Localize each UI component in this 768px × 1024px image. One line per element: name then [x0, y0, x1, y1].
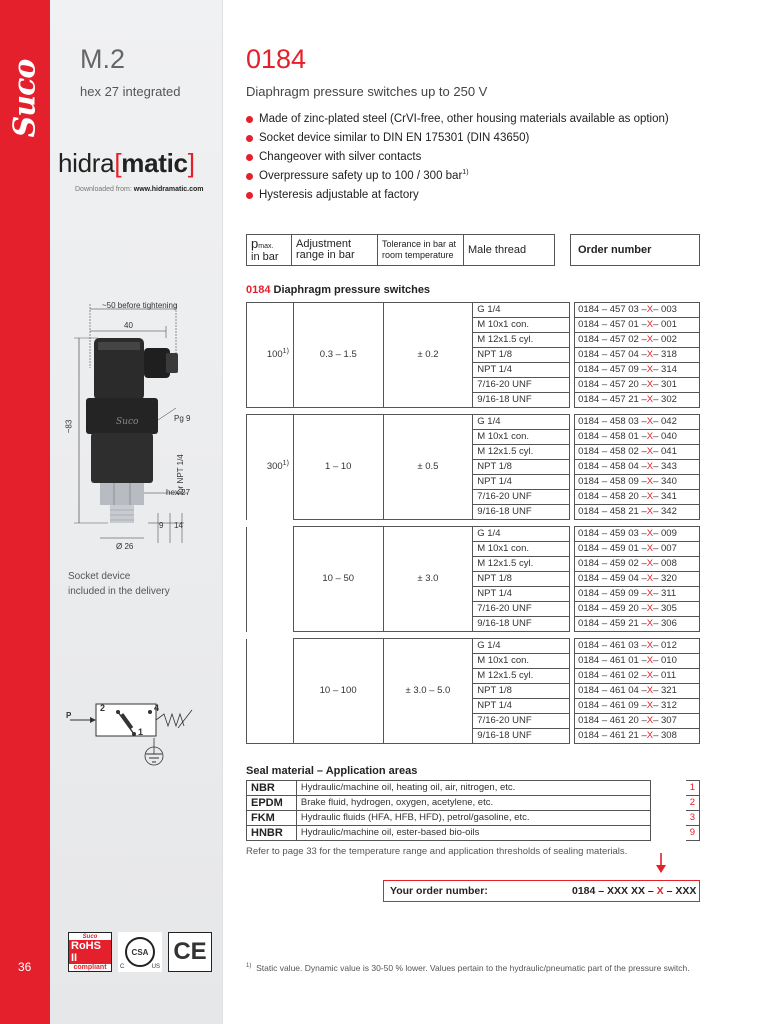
header-order-number: Order number [570, 234, 700, 266]
dim-9-label: 9 [159, 521, 164, 530]
seal-row: EPDM Brake fluid, hydrogen, oxygen, acetylene, etc. 2 [247, 796, 700, 811]
model-title: M.2 [80, 44, 126, 74]
order-number-cell: 0184 – 458 20 –X– 341 [575, 490, 700, 505]
seal-row: NBR Hydraulic/machine oil, heating oil, air, nitrogen, etc. 1 [247, 781, 700, 796]
seal-table [246, 780, 700, 841]
thread-cell: M 10x1 con. [473, 318, 570, 333]
thread-cell: 9/16-18 UNF [473, 617, 570, 632]
header-pmax: pmax. in bar [246, 234, 291, 266]
your-order-box [383, 880, 700, 902]
thread-cell: NPT 1/4 [473, 475, 570, 490]
thread-cell: M 10x1 con. [473, 654, 570, 669]
thread-cell: M 12x1.5 cyl. [473, 557, 570, 572]
order-number-cell: 0184 – 459 21 –X– 306 [575, 617, 700, 632]
suco-logo: Suco [7, 59, 43, 137]
order-number-cell: 0184 – 459 20 –X– 305 [575, 602, 700, 617]
order-number-cell: 0184 – 457 09 –X– 314 [575, 363, 700, 378]
thread-cell: NPT 1/8 [473, 460, 570, 475]
order-table-group [246, 414, 700, 520]
seal-title: Seal material – Application areas [246, 765, 418, 777]
order-number-cell: 0184 – 458 02 –X– 041 [575, 445, 700, 460]
table-row [247, 639, 700, 654]
seal-row: HNBR Hydraulic/machine oil, ester-based bio-oils 9 [247, 826, 700, 841]
table-header [246, 234, 555, 266]
thread-cell: 7/16-20 UNF [473, 378, 570, 393]
thread-cell: NPT 1/4 [473, 587, 570, 602]
thread-cell: NPT 1/8 [473, 684, 570, 699]
schematic-p: P [66, 711, 72, 720]
feature-item: Made of zinc-plated steel (CrVI-free, other housing materials available as option) [246, 110, 669, 129]
thread-cell: 9/16-18 UNF [473, 729, 570, 744]
order-number-cell: 0184 – 458 03 –X– 042 [575, 415, 700, 430]
csa-logo: CSA C US [118, 932, 162, 972]
thread-cell: M 12x1.5 cyl. [473, 669, 570, 684]
order-number-cell: 0184 – 461 21 –X– 308 [575, 729, 700, 744]
article-subtitle: Diaphragm pressure switches up to 250 V [246, 84, 488, 99]
section-title: 0184 Diaphragm pressure switches [246, 284, 431, 296]
schematic-4: 4 [154, 703, 160, 713]
order-table-group [246, 638, 700, 744]
order-number-cell: 0184 – 459 02 –X– 008 [575, 557, 700, 572]
order-number-cell: 0184 – 458 01 –X– 040 [575, 430, 700, 445]
thread-cell: M 10x1 con. [473, 542, 570, 557]
npt-label: for NPT 1/4 [176, 454, 185, 495]
order-number-cell: 0184 – 459 04 –X– 320 [575, 572, 700, 587]
order-number-cell: 0184 – 457 20 –X– 301 [575, 378, 700, 393]
order-number-cell: 0184 – 459 09 –X– 311 [575, 587, 700, 602]
feature-item: Socket device similar to DIN EN 175301 (DIN 43650) [246, 129, 669, 148]
range-cell: 0.3 – 1.5 [293, 303, 383, 408]
range-cell: 1 – 10 [293, 415, 383, 520]
red-side-band [0, 0, 50, 1024]
thread-cell: M 12x1.5 cyl. [473, 333, 570, 348]
thread-cell: G 1/4 [473, 415, 570, 430]
thread-cell: NPT 1/8 [473, 348, 570, 363]
dim-top-label: ~50 before tightening [102, 301, 178, 310]
socket-note: Socket device included in the delivery [68, 571, 170, 597]
model-subtitle: hex 27 integrated [80, 84, 181, 99]
pg-label: Pg 9 [174, 414, 191, 423]
schematic-2: 2 [100, 703, 106, 713]
thread-cell: M 10x1 con. [473, 430, 570, 445]
header-tolerance: Tolerance in bar at room temperature [377, 234, 463, 266]
schematic-1: 1 [138, 727, 144, 737]
thread-cell: G 1/4 [473, 303, 570, 318]
hex-label: hex 27 [166, 488, 191, 497]
thread-cell: 7/16-20 UNF [473, 490, 570, 505]
feature-item: Hysteresis adjustable at factory [246, 186, 669, 205]
download-source: Downloaded from: www.hidramatic.com [75, 186, 204, 193]
order-number-cell: 0184 – 461 04 –X– 321 [575, 684, 700, 699]
pmax-cell: 300$^{1)}$ [247, 415, 294, 520]
thread-cell: NPT 1/8 [473, 572, 570, 587]
svg-text:Suco: Suco [116, 417, 139, 427]
seal-note: Refer to page 33 for the temperature range and application thresholds of sealing materials. [246, 846, 628, 857]
order-table-group [246, 526, 700, 632]
thread-cell: 7/16-20 UNF [473, 714, 570, 729]
order-number-cell: 0184 – 458 21 –X– 342 [575, 505, 700, 520]
dim-14-label: 14 [174, 521, 183, 530]
order-number-cell: 0184 – 457 03 –X– 003 [575, 303, 700, 318]
pmax-cell [247, 527, 294, 632]
thread-cell: 9/16-18 UNF [473, 393, 570, 408]
your-order-value: 0184 – XXX XX – X – XXX [572, 885, 697, 897]
order-number-cell: 0184 – 458 09 –X– 340 [575, 475, 700, 490]
diameter-label: Ø 26 [116, 542, 134, 551]
download-link[interactable]: www.hidramatic.com [133, 186, 204, 193]
seal-row: FKM Hydraulic fluids (HFA, HFB, HFD), petrol/gasoline, etc. 3 [247, 811, 700, 826]
order-number-cell: 0184 – 457 01 –X– 001 [575, 318, 700, 333]
order-table-group [246, 302, 700, 408]
thread-cell: 9/16-18 UNF [473, 505, 570, 520]
tolerance-cell: ± 3.0 – 5.0 [383, 639, 473, 744]
order-number-cell: 0184 – 461 20 –X– 307 [575, 714, 700, 729]
hidramatic-logo: hidra[matic] [58, 148, 195, 178]
range-cell: 10 – 100 [293, 639, 383, 744]
thread-cell: M 12x1.5 cyl. [473, 445, 570, 460]
down-arrow-icon [656, 853, 666, 873]
certification-logos [68, 932, 212, 972]
pmax-cell [247, 639, 294, 744]
order-number-cell: 0184 – 459 03 –X– 009 [575, 527, 700, 542]
thread-cell: G 1/4 [473, 527, 570, 542]
tolerance-cell: ± 3.0 [383, 527, 473, 632]
pmax-cell: 100$^{1)}$ [247, 303, 294, 408]
order-number-cell: 0184 – 457 02 –X– 002 [575, 333, 700, 348]
feature-item: Overpressure safety up to 100 / 300 bar$^{1)}$ [246, 167, 669, 186]
article-number: 0184 [246, 44, 307, 74]
dim-height-label: ~83 [64, 419, 74, 434]
ce-logo: CE [168, 932, 212, 972]
order-number-cell: 0184 – 461 01 –X– 010 [575, 654, 700, 669]
thread-cell: NPT 1/4 [473, 363, 570, 378]
order-number-cell: 0184 – 457 21 –X– 302 [575, 393, 700, 408]
order-number-cell: 0184 – 461 09 –X– 312 [575, 699, 700, 714]
order-number-cell: 0184 – 458 04 –X– 343 [575, 460, 700, 475]
order-number-cell: 0184 – 461 02 –X– 011 [575, 669, 700, 684]
feature-list [246, 110, 669, 205]
tolerance-cell: ± 0.2 [383, 303, 473, 408]
tolerance-cell: ± 0.5 [383, 415, 473, 520]
header-adjustment: Adjustment range in bar [291, 234, 377, 266]
thread-cell: G 1/4 [473, 639, 570, 654]
your-order-label: Your order number: [390, 885, 488, 897]
product-drawing [58, 298, 228, 560]
table-row [247, 415, 700, 430]
feature-item: Changeover with silver contacts [246, 148, 669, 167]
thread-cell: NPT 1/4 [473, 699, 570, 714]
dim-40-label: 40 [124, 321, 133, 330]
range-cell: 10 – 50 [293, 527, 383, 632]
rohs-logo: Suco RoHS II compliant [68, 932, 112, 972]
header-thread: Male thread [463, 234, 555, 266]
order-number-cell: 0184 – 457 04 –X– 318 [575, 348, 700, 363]
order-number-cell: 0184 – 459 01 –X– 007 [575, 542, 700, 557]
order-number-cell: 0184 – 461 03 –X– 012 [575, 639, 700, 654]
footnote: $^{1)}$ Static value. Dynamic value is 30-50 % lower. Values pertain to the hydraulic/pneumatic part of the pressure switch. [246, 963, 690, 973]
thread-cell: 7/16-20 UNF [473, 602, 570, 617]
switch-schematic [66, 700, 226, 772]
table-row [247, 303, 700, 318]
page-number: 36 [18, 960, 32, 974]
table-row [247, 527, 700, 542]
